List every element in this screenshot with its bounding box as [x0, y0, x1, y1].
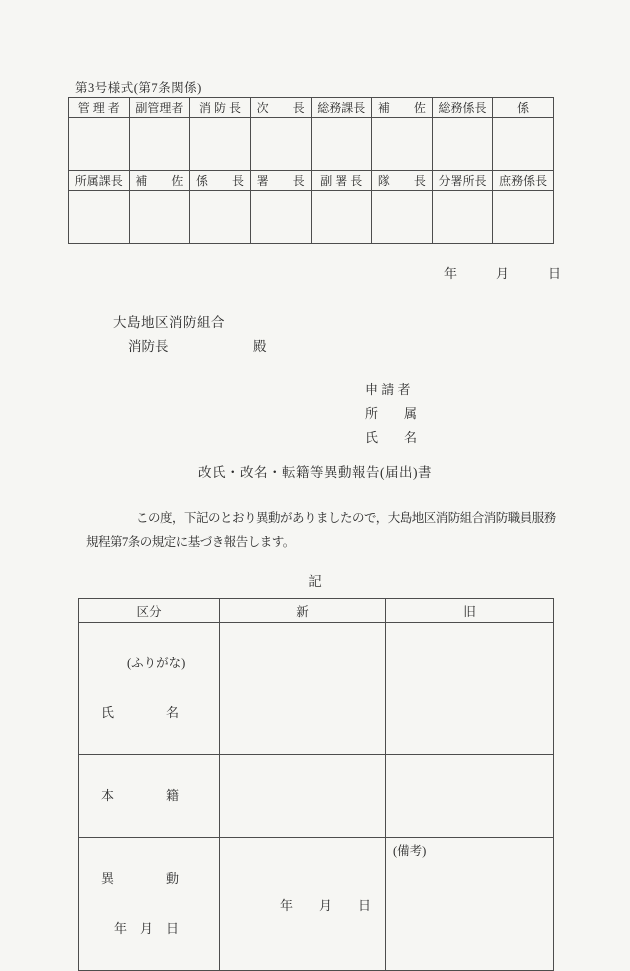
change-date-label-line2: 年 月 日 — [114, 921, 180, 936]
applicant-affiliation-label: 所 属 — [365, 406, 418, 421]
approval-header-row-1 — [69, 98, 554, 118]
approval-blank-cell — [250, 118, 311, 171]
change-date-label-cell — [79, 838, 220, 971]
domicile-new-cell — [220, 755, 386, 838]
approval-header-row-2 — [69, 171, 554, 191]
change-date-label-line1: 異 動 — [101, 871, 180, 886]
approval-header-cell: 補 佐 — [129, 171, 190, 191]
approval-blank-cell — [69, 191, 130, 244]
approval-header-cell: 署 長 — [250, 171, 311, 191]
approval-blank-cell — [190, 118, 251, 171]
approval-header-cell: 副 署 長 — [311, 171, 372, 191]
approval-blank-cell — [129, 191, 190, 244]
approval-header-cell: 総務係長 — [432, 98, 493, 118]
applicant-name-label: 氏 名 — [365, 430, 418, 445]
approval-header-cell: 庶務係長 — [493, 171, 554, 191]
approval-stamp-table — [68, 97, 554, 244]
domicile-label: 本 籍 — [101, 788, 180, 803]
approval-header-cell: 総務課長 — [311, 98, 372, 118]
detail-header-old: 旧 — [386, 599, 554, 623]
addressee-title: 消防長 — [128, 339, 169, 354]
approval-header-cell: 隊 長 — [372, 171, 433, 191]
approval-header-cell: 管 理 者 — [69, 98, 130, 118]
approval-header-cell: 次 長 — [250, 98, 311, 118]
name-label: 氏 名 — [101, 705, 180, 720]
approval-blank-cell — [432, 191, 493, 244]
body-line-2: 規程第7条の規定に基づき報告します。 — [86, 535, 295, 549]
approval-header-cell: 係 長 — [190, 171, 251, 191]
approval-blank-cell — [311, 191, 372, 244]
detail-header-new: 新 — [220, 599, 386, 623]
approval-header-cell: 消 防 長 — [190, 98, 251, 118]
approval-header-cell: 所属課長 — [69, 171, 130, 191]
furigana-label: (ふりがな) — [127, 656, 186, 670]
form-number-label: 第3号様式(第7条関係) — [75, 81, 202, 95]
approval-blank-cell — [69, 118, 130, 171]
name-new-cell — [220, 623, 386, 755]
approval-blank-cell — [493, 118, 554, 171]
approval-stamp-row-2 — [69, 191, 554, 244]
addressee-honorific: 殿 — [253, 339, 267, 354]
date-line: 年 月 日 — [444, 266, 562, 281]
approval-header-cell: 副管理者 — [129, 98, 190, 118]
detail-row-change-date — [79, 838, 554, 971]
approval-header-cell: 補 佐 — [372, 98, 433, 118]
body-paragraph — [86, 506, 564, 554]
approval-header-cell: 分署所長 — [432, 171, 493, 191]
addressee-organization: 大島地区消防組合 — [113, 315, 225, 330]
approval-blank-cell — [432, 118, 493, 171]
approval-blank-cell — [190, 191, 251, 244]
record-marker: 記 — [308, 574, 322, 589]
domicile-label-cell — [79, 755, 220, 838]
name-old-cell — [386, 623, 554, 755]
approval-blank-cell — [372, 191, 433, 244]
approval-blank-cell — [250, 191, 311, 244]
body-line-1: この度，下記のとおり異動がありましたので，大島地区消防組合消防職員服務 — [136, 511, 556, 525]
change-date-remarks-cell: (備考) — [386, 838, 554, 971]
approval-blank-cell — [311, 118, 372, 171]
approval-blank-cell — [129, 118, 190, 171]
approval-stamp-row-1 — [69, 118, 554, 171]
approval-blank-cell — [493, 191, 554, 244]
applicant-heading: 申 請 者 — [365, 382, 411, 397]
addressee-line — [128, 335, 267, 355]
approval-blank-cell — [372, 118, 433, 171]
domicile-old-cell — [386, 755, 554, 838]
document-title: 改氏・改名・転籍等異動報告(届出)書 — [198, 465, 432, 480]
detail-header-row — [79, 599, 554, 623]
approval-header-cell: 係 — [493, 98, 554, 118]
change-report-table — [78, 598, 554, 971]
detail-row-domicile — [79, 755, 554, 838]
detail-row-name — [79, 623, 554, 755]
detail-header-category: 区分 — [79, 599, 220, 623]
applicant-block — [365, 381, 417, 453]
change-date-new-cell: 年 月 日 — [220, 838, 386, 971]
name-label-cell — [79, 623, 220, 755]
